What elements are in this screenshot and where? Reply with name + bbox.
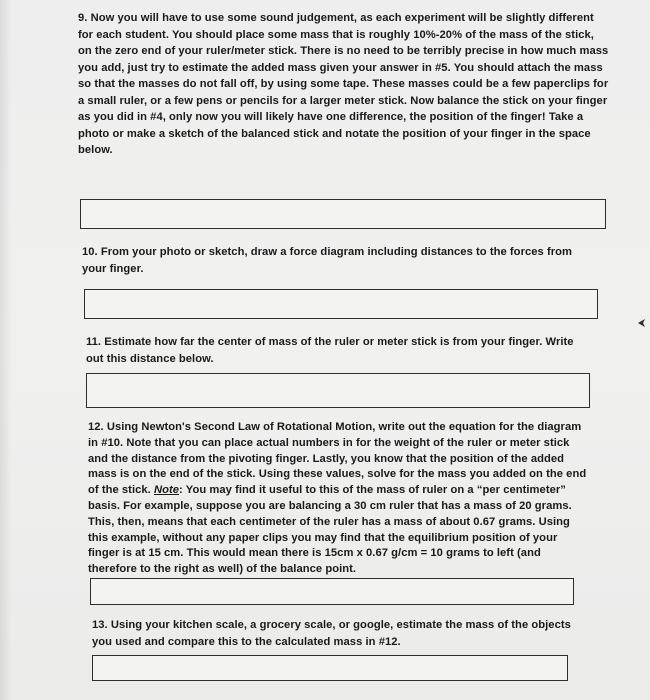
page-shadow: [0, 0, 12, 700]
question-13-text: 13. Using your kitchen scale, a grocery scale, or google, estimate the mass of the objects you used and compare this to the calculated mass in #12.: [92, 619, 571, 648]
question-9: [78, 10, 610, 159]
answer-box-10[interactable]: [84, 289, 598, 319]
question-10-text: 10. From your photo or sketch, draw a force diagram including distances to the forces from your finger.: [82, 246, 573, 275]
question-12: [88, 420, 588, 578]
question-11-text: 11. Estimate how far the center of mass of the ruler or meter stick is from your finger. Write out this distance below.: [86, 336, 574, 365]
question-12-text: [88, 420, 588, 578]
mouse-cursor-icon: [636, 318, 648, 328]
note-label: Note: [153, 484, 180, 497]
question-9-text: 9. Now you will have to use some sound judgement, as each experiment will be slightly different for each student. You should place some mass that is roughly 10%-20% of the mass of the stick, on the zero end of your ruler/meter stick. There is no need to be terribly precise in how much mass you add, just try to estimate the added mass given your answer in #5. You should attach the mass so that the masses do not fall off, by using some tape. These masses could be a few paperclips for a small ruler, or a few pens or pencils for a larger meter stick. Now balance the stick on your finger as you did in #4, only now you will likely have one difference, the position of the finger! Take a photo or make a sketch of the balanced stick and notate the position of your finger in the space below.: [78, 12, 609, 156]
question-13: [92, 617, 572, 650]
question-12-text-main: 12. Using Newton's Second Law of Rotational Motion, write out the equation for the diagram in #10. Note that you can place actual numbers in for the weight of the ruler or meter stick and the distance from the pivoting finger. Lastly, you know that the position of the added mass is on the end of the stick. Using these values, solve for the mass you added on the end of the stick.: [88, 421, 587, 497]
question-10: [82, 244, 582, 277]
question-12-text-note: : You may find it useful to this of the mass of ruler on a “per centimeter” basis. For example, suppose you are balancing a 30 cm ruler that has a mass of 20 grams. This, then, means that each centimeter of the ruler has a mass of about 0.67 grams. Using this example, without any paper clips you may find that the equilibrium position of your finger is at 15 cm. This would mean there is 15cm x 0.67 g/cm = 10 grams to left (and therefore to the right as well) of the balance point.: [88, 484, 572, 576]
answer-box-11[interactable]: [86, 373, 590, 408]
answer-box-9[interactable]: [80, 199, 606, 229]
answer-box-13[interactable]: [92, 655, 568, 681]
question-11: [86, 334, 586, 367]
answer-box-12[interactable]: [90, 578, 574, 605]
